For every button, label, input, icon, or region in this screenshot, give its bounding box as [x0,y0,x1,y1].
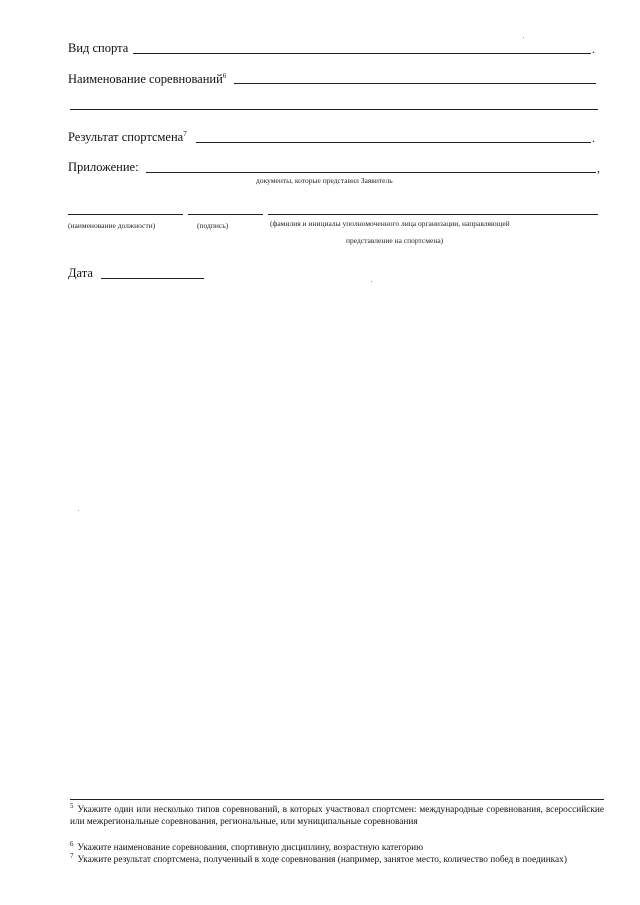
position-caption: (наименование должности) [68,221,156,230]
footnote-text: Укажите наименование соревнования, спортивную дисциплину, возрастную категорию [77,843,424,853]
footnote-separator [70,799,604,800]
result-input-line[interactable] [196,142,591,143]
competitions-label: Наименование соревнований$^6$ [68,71,227,86]
footnote-number: 6 [70,839,74,848]
competitions-input-line[interactable] [234,83,596,84]
date-label: Дата [68,266,93,280]
footnote-5 [70,801,604,828]
footnote-ref-7: 7 [183,129,187,138]
result-line-end-dot: . [592,131,595,145]
name-input-line[interactable] [268,214,598,215]
attachment-caption: документы, которые представил Заявитель [256,176,393,185]
footnote-text: Укажите результат спортсмена, полученный в ходе соревнования (например, занятое место, количество побед в поединках) [77,855,567,865]
attachment-line-end-dot: , [597,161,600,175]
footnote-ref-6: 6 [222,71,227,80]
name-caption-line1: (фамилия и инициалы уполномоченного лица организации, направляющей [270,219,510,228]
signature-caption: (подпись) [197,221,229,230]
footnote-number: 7 [70,851,74,860]
position-input-line[interactable] [68,214,183,215]
attachment-label: Приложение: [68,160,139,174]
date-input-line[interactable] [101,278,204,279]
sport-label: Вид спорта [68,41,129,55]
footnote-6 [70,839,604,855]
sport-input-line[interactable] [133,53,591,54]
sport-line-end-dot: . [592,42,595,56]
signature-input-line[interactable] [188,214,263,215]
footnote-text: Укажите один или несколько типов соревнований, в которых участвовал спортсмен: международные соревнования, всероссийские или межрегиональные соревнования, региональные, или муниципальные соревнования [70,805,604,827]
competitions-input-line-2[interactable] [70,109,598,110]
footnote-7 [70,851,604,867]
scan-speck [371,281,372,282]
name-caption-line2: представление на спортсмена) [346,236,444,245]
result-label: Результат спортсмена$^7$ [68,129,187,144]
scan-speck [78,510,79,511]
scan-speck [523,37,524,38]
footnote-number: 5 [70,801,74,810]
attachment-input-line[interactable] [146,172,596,173]
